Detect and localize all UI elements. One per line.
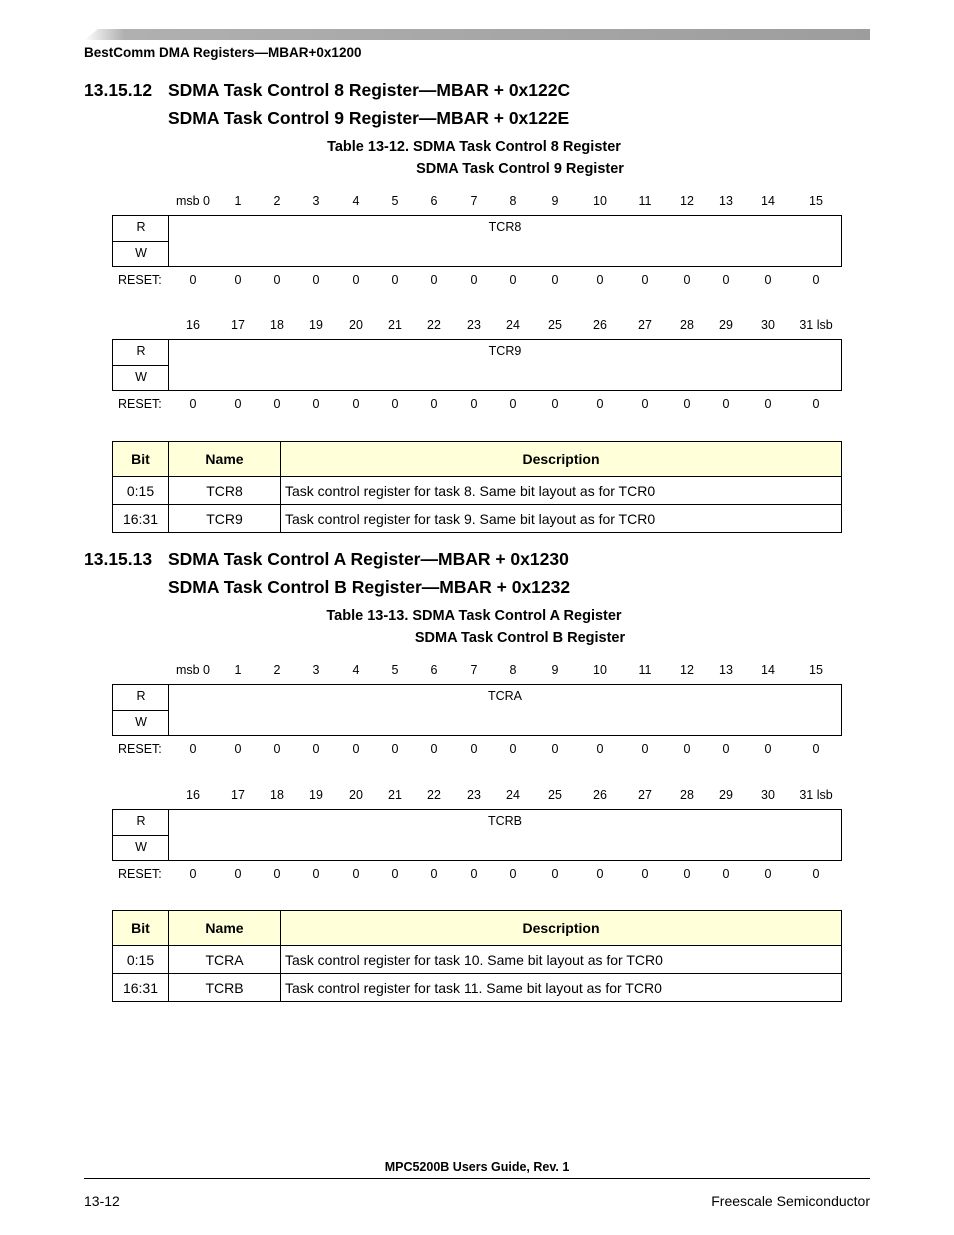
bit-number: 14 — [761, 663, 775, 677]
bit-number: 4 — [352, 194, 360, 208]
table-caption: Table 13-12. SDMA Task Control 8 Register — [327, 139, 621, 155]
bit-number: msb 0 — [175, 194, 211, 208]
reset-value: 0 — [683, 397, 691, 411]
bit-number: 11 — [638, 194, 652, 208]
bit-number: 6 — [430, 663, 438, 677]
register-box — [112, 339, 842, 391]
name-cell: TCR9 — [169, 505, 281, 533]
section-title: SDMA Task Control A Register—MBAR + 0x1230 — [168, 549, 569, 569]
description-cell: Task control register for task 9. Same bit layout as for TCR0 — [281, 505, 842, 533]
name-cell: TCRA — [169, 946, 281, 974]
column-header: Bit — [113, 911, 169, 946]
bit-number: 13 — [719, 663, 733, 677]
bit-number: 19 — [309, 318, 323, 332]
column-header: Bit — [113, 442, 169, 477]
bit-number: 2 — [273, 663, 281, 677]
reset-value: 0 — [551, 742, 559, 756]
reset-value: 0 — [234, 273, 242, 287]
reset-value: 0 — [312, 867, 320, 881]
reset-value: 0 — [641, 867, 649, 881]
bit-number: 20 — [349, 318, 363, 332]
bit-number: 21 — [388, 788, 402, 802]
field-name: TCRA — [487, 689, 523, 703]
reset-value: 0 — [722, 397, 730, 411]
reset-value: 0 — [470, 867, 478, 881]
reset-value: 0 — [189, 867, 197, 881]
reset-value: 0 — [470, 742, 478, 756]
name-cell: TCR8 — [169, 477, 281, 505]
reset-value: 0 — [273, 397, 281, 411]
bit-number: 18 — [270, 788, 284, 802]
reset-value: 0 — [189, 397, 197, 411]
reset-value: 0 — [391, 397, 399, 411]
bit-number: 17 — [231, 788, 245, 802]
reset-value: 0 — [641, 397, 649, 411]
bit-number: 15 — [809, 194, 823, 208]
bit-number: 12 — [680, 194, 694, 208]
table-row — [113, 477, 842, 505]
reset-value: 0 — [596, 273, 604, 287]
read-label: R — [136, 689, 146, 703]
bit-number: 31 lsb — [799, 788, 833, 802]
bit-number: 25 — [548, 318, 562, 332]
bit-number: msb 0 — [175, 663, 211, 677]
reset-value: 0 — [509, 742, 517, 756]
bit-number: 23 — [467, 318, 481, 332]
section-title: SDMA Task Control B Register—MBAR + 0x1232 — [168, 577, 571, 597]
bit-number: 29 — [719, 788, 733, 802]
bit-number: 16 — [186, 788, 200, 802]
reset-value: 0 — [312, 397, 320, 411]
bit-number: 5 — [391, 194, 399, 208]
read-label: R — [136, 220, 146, 234]
bit-number: 27 — [638, 318, 652, 332]
reset-value: 0 — [509, 867, 517, 881]
reset-value: 0 — [430, 867, 438, 881]
reset-label: RESET: — [118, 397, 162, 411]
table-row — [113, 974, 842, 1002]
description-table — [112, 910, 842, 1002]
reset-value: 0 — [430, 273, 438, 287]
table-row — [113, 946, 842, 974]
bit-number: 12 — [680, 663, 694, 677]
reset-value: 0 — [764, 742, 772, 756]
bit-number: 7 — [470, 663, 478, 677]
reset-value: 0 — [812, 273, 820, 287]
bit-number: 17 — [231, 318, 245, 332]
section-title: SDMA Task Control 9 Register—MBAR + 0x122E — [168, 108, 570, 128]
reset-value: 0 — [312, 273, 320, 287]
section-number: 13.15.12 — [84, 80, 153, 100]
reset-value: 0 — [273, 867, 281, 881]
running-head: BestComm DMA Registers—MBAR+0x1200 — [84, 45, 362, 60]
rw-divider — [113, 241, 169, 242]
page-number: 13-12 — [84, 1193, 120, 1209]
reset-label: RESET: — [118, 867, 162, 881]
reset-value: 0 — [312, 742, 320, 756]
bit-number: 11 — [638, 663, 652, 677]
table-header-row — [113, 442, 842, 477]
header-bar — [84, 29, 870, 40]
bit-number: 15 — [809, 663, 823, 677]
bit-number: 8 — [509, 663, 517, 677]
reset-label: RESET: — [118, 742, 162, 756]
bit-cell: 16:31 — [113, 505, 169, 533]
reset-value: 0 — [273, 273, 281, 287]
reset-value: 0 — [391, 867, 399, 881]
write-label: W — [135, 715, 147, 729]
field-name: TCR8 — [488, 220, 522, 234]
description-table — [112, 441, 842, 533]
write-label: W — [135, 246, 147, 260]
bit-number: 3 — [312, 663, 320, 677]
reset-value: 0 — [189, 742, 197, 756]
bit-number: 8 — [509, 194, 517, 208]
reset-value: 0 — [189, 273, 197, 287]
bit-number: 4 — [352, 663, 360, 677]
reset-value: 0 — [722, 273, 730, 287]
bit-cell: 0:15 — [113, 477, 169, 505]
table-header-row — [113, 911, 842, 946]
table-caption: SDMA Task Control B Register — [414, 630, 626, 646]
bit-number: 6 — [430, 194, 438, 208]
reset-value: 0 — [273, 742, 281, 756]
bit-number: 27 — [638, 788, 652, 802]
reset-value: 0 — [683, 273, 691, 287]
footer-title: MPC5200B Users Guide, Rev. 1 — [384, 1160, 570, 1174]
bit-number: 29 — [719, 318, 733, 332]
bit-number: 7 — [470, 194, 478, 208]
bit-number: 9 — [551, 663, 559, 677]
bit-number: 28 — [680, 318, 694, 332]
reset-value: 0 — [551, 867, 559, 881]
reset-value: 0 — [509, 397, 517, 411]
column-header: Name — [169, 442, 281, 477]
reset-value: 0 — [812, 867, 820, 881]
bit-number: 9 — [551, 194, 559, 208]
reset-value: 0 — [722, 867, 730, 881]
bit-number: 24 — [506, 318, 520, 332]
description-cell: Task control register for task 8. Same bit layout as for TCR0 — [281, 477, 842, 505]
bit-number: 22 — [427, 788, 441, 802]
reset-value: 0 — [234, 867, 242, 881]
read-label: R — [136, 814, 146, 828]
footer-rule — [84, 1178, 870, 1179]
bit-number: 16 — [186, 318, 200, 332]
reset-value: 0 — [391, 742, 399, 756]
reset-value: 0 — [352, 867, 360, 881]
reset-value: 0 — [764, 397, 772, 411]
bit-number: 26 — [593, 788, 607, 802]
bit-number: 2 — [273, 194, 281, 208]
table-caption: Table 13-13. SDMA Task Control A Register — [326, 608, 622, 624]
field-name: TCRB — [487, 814, 523, 828]
rw-divider — [113, 835, 169, 836]
bit-number: 26 — [593, 318, 607, 332]
reset-value: 0 — [596, 867, 604, 881]
reset-value: 0 — [641, 273, 649, 287]
bit-number: 21 — [388, 318, 402, 332]
name-cell: TCRB — [169, 974, 281, 1002]
bit-number: 23 — [467, 788, 481, 802]
reset-value: 0 — [352, 397, 360, 411]
reset-value: 0 — [391, 273, 399, 287]
bit-number: 10 — [593, 663, 607, 677]
column-header: Description — [281, 911, 842, 946]
register-box — [112, 809, 842, 861]
description-cell: Task control register for task 11. Same bit layout as for TCR0 — [281, 974, 842, 1002]
bit-number: 1 — [234, 194, 242, 208]
reset-value: 0 — [509, 273, 517, 287]
bit-number: 22 — [427, 318, 441, 332]
reset-value: 0 — [430, 742, 438, 756]
reset-value: 0 — [596, 742, 604, 756]
bit-number: 20 — [349, 788, 363, 802]
reset-value: 0 — [641, 742, 649, 756]
rw-divider — [113, 710, 169, 711]
bit-number: 10 — [593, 194, 607, 208]
bit-number: 31 lsb — [799, 318, 833, 332]
read-label: R — [136, 344, 146, 358]
table-caption: SDMA Task Control 9 Register — [416, 161, 624, 177]
reset-value: 0 — [470, 273, 478, 287]
company-name: Freescale Semiconductor — [711, 1193, 870, 1209]
bit-number: 30 — [761, 788, 775, 802]
reset-value: 0 — [234, 742, 242, 756]
description-cell: Task control register for task 10. Same bit layout as for TCR0 — [281, 946, 842, 974]
reset-value: 0 — [470, 397, 478, 411]
reset-value: 0 — [812, 397, 820, 411]
reset-value: 0 — [430, 397, 438, 411]
reset-value: 0 — [352, 742, 360, 756]
bit-cell: 0:15 — [113, 946, 169, 974]
column-header: Name — [169, 911, 281, 946]
bit-number: 3 — [312, 194, 320, 208]
bit-number: 13 — [719, 194, 733, 208]
reset-value: 0 — [596, 397, 604, 411]
reset-value: 0 — [764, 273, 772, 287]
bit-number: 24 — [506, 788, 520, 802]
reset-value: 0 — [352, 273, 360, 287]
register-box — [112, 215, 842, 267]
reset-label: RESET: — [118, 273, 162, 287]
bit-number: 30 — [761, 318, 775, 332]
bit-number: 19 — [309, 788, 323, 802]
reset-value: 0 — [722, 742, 730, 756]
reset-value: 0 — [683, 867, 691, 881]
rw-divider — [113, 365, 169, 366]
reset-value: 0 — [551, 273, 559, 287]
field-name: TCR9 — [488, 344, 522, 358]
write-label: W — [135, 370, 147, 384]
register-box — [112, 684, 842, 736]
column-header: Description — [281, 442, 842, 477]
reset-value: 0 — [551, 397, 559, 411]
bit-cell: 16:31 — [113, 974, 169, 1002]
reset-value: 0 — [683, 742, 691, 756]
bit-number: 1 — [234, 663, 242, 677]
section-number: 13.15.13 — [84, 549, 153, 569]
section-title: SDMA Task Control 8 Register—MBAR + 0x122C — [168, 80, 571, 100]
bit-number: 14 — [761, 194, 775, 208]
reset-value: 0 — [764, 867, 772, 881]
reset-value: 0 — [812, 742, 820, 756]
table-row — [113, 505, 842, 533]
reset-value: 0 — [234, 397, 242, 411]
write-label: W — [135, 840, 147, 854]
bit-number: 5 — [391, 663, 399, 677]
bit-number: 25 — [548, 788, 562, 802]
bit-number: 28 — [680, 788, 694, 802]
bit-number: 18 — [270, 318, 284, 332]
